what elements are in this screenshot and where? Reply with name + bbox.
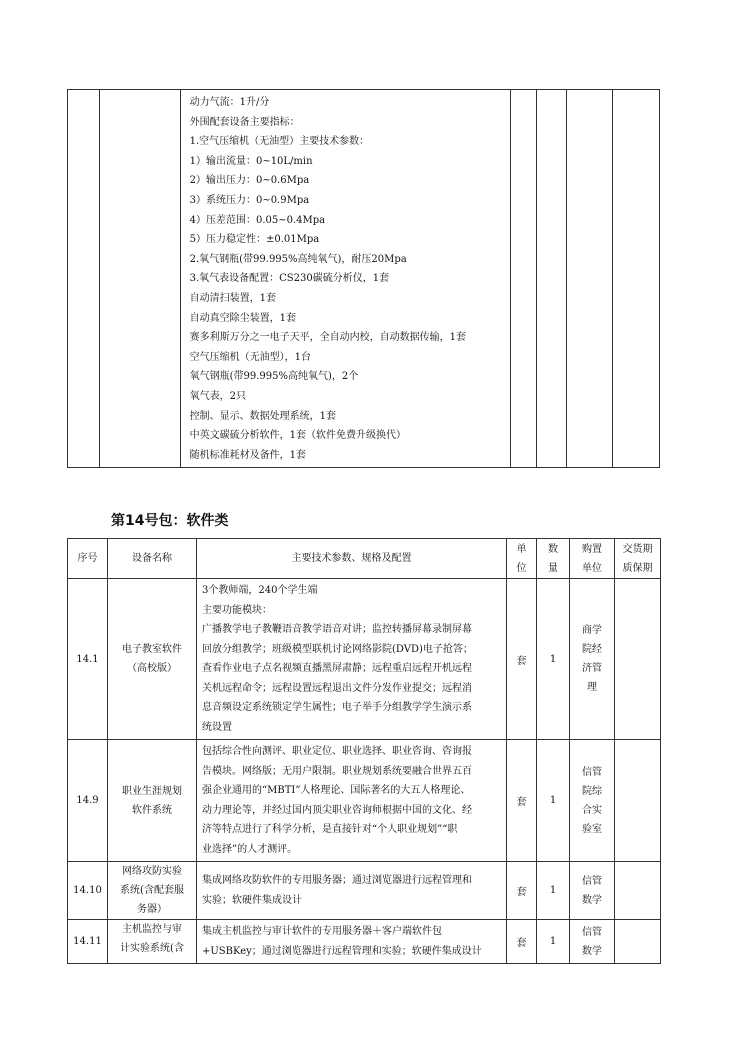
text-line: 强企业通用的“MBTI”人格理论、国际著名的大五人格理论、 xyxy=(202,785,471,796)
name-cell xyxy=(108,579,197,740)
spec-cell xyxy=(197,740,507,862)
dept-cell xyxy=(570,920,615,964)
table-row xyxy=(68,90,660,468)
continued-spec-table xyxy=(67,89,660,468)
spec-line: 控制、显示、数据处理系统，1套 xyxy=(189,410,336,422)
dept-cell xyxy=(570,862,615,920)
name-cell xyxy=(108,920,197,964)
dept-cell xyxy=(570,579,615,740)
text-line: 合实 xyxy=(582,804,602,816)
spec-cell xyxy=(197,862,507,920)
dept-cell xyxy=(566,90,612,468)
spec-line: 4）压差范围：0.05~0.4Mpa xyxy=(189,214,326,226)
text-line: 广播教学电子教鞭语音教学语音对讲；监控转播屏幕录制屏幕 xyxy=(202,624,472,635)
header-dept: 购置 单位 xyxy=(570,539,615,579)
spec-line: 动力气流：1升/分 xyxy=(189,97,270,108)
seq-cell: 14.10 xyxy=(68,862,108,920)
text-line: 网络攻防实验 xyxy=(122,866,182,877)
table-row xyxy=(68,920,661,964)
spec-line: 自动清扫装置，1套 xyxy=(189,292,276,304)
spec-line: 氧气钢瓶(带99.995%高纯氧气)，2个 xyxy=(189,371,359,383)
spec-line: 1.空气压缩机（无油型）主要技术参数： xyxy=(189,136,370,148)
unit-cell xyxy=(511,90,537,468)
name-cell xyxy=(108,862,197,920)
text-line: 实验；软硬件集成设计 xyxy=(202,894,302,906)
name-cell xyxy=(100,90,181,468)
spec-line: 随机标准耗材及备件，1套 xyxy=(189,449,306,461)
qty-cell: 1 xyxy=(537,862,570,920)
text-line: 主机监控与审 xyxy=(122,924,182,935)
text-line: 商学 xyxy=(582,625,602,636)
text-line: 软件系统 xyxy=(132,804,172,816)
spec-line: 自动真空除尘装置，1套 xyxy=(189,312,296,324)
text-line: 信管 xyxy=(582,766,602,778)
text-line: 务器） xyxy=(137,904,167,915)
spec-line: 1）输出流量：0~10L/min xyxy=(189,155,313,167)
spec-line: 2.氧气钢瓶(带99.995%高纯氧气)，耐压20Mpa xyxy=(189,253,407,265)
spec-line: 赛多利斯万分之一电子天平，全自动内校，自动数据传输，1套 xyxy=(189,332,466,344)
text-line: 济等特点进行了科学分析，是直接针对“个人职业规划”“职 xyxy=(202,824,458,835)
text-line: 院综 xyxy=(582,785,602,797)
text-line: 数学 xyxy=(582,945,602,957)
spec-line: 中英文碳硫分析软件，1套（软件免费升级换代） xyxy=(189,430,406,442)
text-line: 信管 xyxy=(582,926,602,938)
qty-cell: 1 xyxy=(537,920,570,964)
package-14-table xyxy=(67,538,661,964)
seq-cell: 14.9 xyxy=(68,740,108,862)
unit-cell: 套 xyxy=(507,740,537,862)
seq-cell: 14.1 xyxy=(68,579,108,740)
section-heading: 第14号包：软件类 xyxy=(111,513,229,529)
text-line: 院经 xyxy=(582,644,602,655)
text-line: 信管 xyxy=(582,875,602,887)
text-line: 关机远程命令；远程设置远程退出文件分发作业提交；远程消 xyxy=(202,682,472,694)
spec-line: 3）系统压力：0~0.9Mpa xyxy=(189,194,310,206)
text-line: 动力理论等，并经过国内顶尖职业咨询师根据中国的文化、经 xyxy=(202,804,472,816)
text-line: 查看作业电子点名视频直播黑屏肃静；远程重启远程开机远程 xyxy=(202,663,472,674)
spec-line: 5）压力稳定性：±0.01Mpa xyxy=(189,234,320,246)
text-line: 告模块。网络版；无用户限制。职业规划系统要融合世界五百 xyxy=(202,765,472,777)
header-name: 设备名称 xyxy=(108,539,197,579)
seq-cell xyxy=(68,90,100,468)
header-warranty: 交货期 质保期 xyxy=(615,539,661,579)
text-line: 职业生涯规划 xyxy=(122,785,182,797)
text-line: 计实验系统(含 xyxy=(120,943,184,954)
qty-cell xyxy=(537,90,567,468)
header-row xyxy=(68,539,661,579)
spec-line: 外围配套设备主要指标： xyxy=(189,116,300,128)
header-unit: 单 位 xyxy=(507,539,537,579)
text-line: +USBKey；通过浏览器进行远程管理和实验；软硬件集成设计 xyxy=(202,945,482,957)
warranty-cell xyxy=(615,862,661,920)
text-line: 主要功能模块： xyxy=(202,604,272,616)
text-line: 业选择”的人才测评。 xyxy=(202,843,298,855)
warranty-cell xyxy=(615,579,661,740)
table-row xyxy=(68,862,661,920)
warranty-cell xyxy=(615,740,661,862)
text-line: 3个教师端，240个学生端 xyxy=(202,585,318,596)
text-line: 数学 xyxy=(582,894,602,906)
spec-line: 3.氧气表设备配置：CS230碳硫分析仪，1套 xyxy=(189,273,390,285)
text-line: 济管 xyxy=(582,663,602,674)
text-line: 统设置 xyxy=(202,721,232,733)
qty-cell: 1 xyxy=(537,579,570,740)
text-line: 息音频设定系统锁定学生属性；电子举手分组教学学生演示系 xyxy=(202,702,472,713)
table-row xyxy=(68,579,661,740)
name-cell xyxy=(108,740,197,862)
spec-cell xyxy=(197,579,507,740)
spec-line: 空气压缩机（无油型），1台 xyxy=(189,351,311,363)
text-line: 集成网络攻防软件的专用服务器；通过浏览器进行远程管理和 xyxy=(202,875,472,886)
qty-cell: 1 xyxy=(537,740,570,862)
dept-cell xyxy=(570,740,615,862)
warranty-cell xyxy=(613,90,660,468)
spec-cell xyxy=(197,920,507,964)
table-row xyxy=(68,740,661,862)
spec-cell xyxy=(180,90,511,468)
unit-cell: 套 xyxy=(507,920,537,964)
spec-line: 氧气表，2只 xyxy=(189,390,246,402)
seq-cell: 14.11 xyxy=(68,920,108,964)
unit-cell: 套 xyxy=(507,862,537,920)
unit-cell: 套 xyxy=(507,579,537,740)
text-line: （高校版） xyxy=(127,663,177,674)
header-qty: 数 量 xyxy=(537,539,570,579)
warranty-cell xyxy=(615,920,661,964)
header-seq: 序号 xyxy=(68,539,108,579)
text-line: 集成主机监控与审计软件的专用服务器＋客户端软件包 xyxy=(202,926,442,937)
text-line: 系统(含配套服 xyxy=(120,885,184,896)
text-line: 回放分组教学；班级模型联机讨论网络影院(DVD)电子抢答； xyxy=(202,643,473,655)
text-line: 验室 xyxy=(582,823,602,835)
text-line: 包括综合性向测评、职业定位、职业选择、职业咨询、咨询报 xyxy=(202,746,472,757)
text-line: 电子教室软件 xyxy=(122,644,182,655)
header-spec: 主要技术参数、规格及配置 xyxy=(197,539,507,579)
spec-line: 2）输出压力：0~0.6Mpa xyxy=(189,175,310,187)
text-line: 理 xyxy=(587,682,597,693)
